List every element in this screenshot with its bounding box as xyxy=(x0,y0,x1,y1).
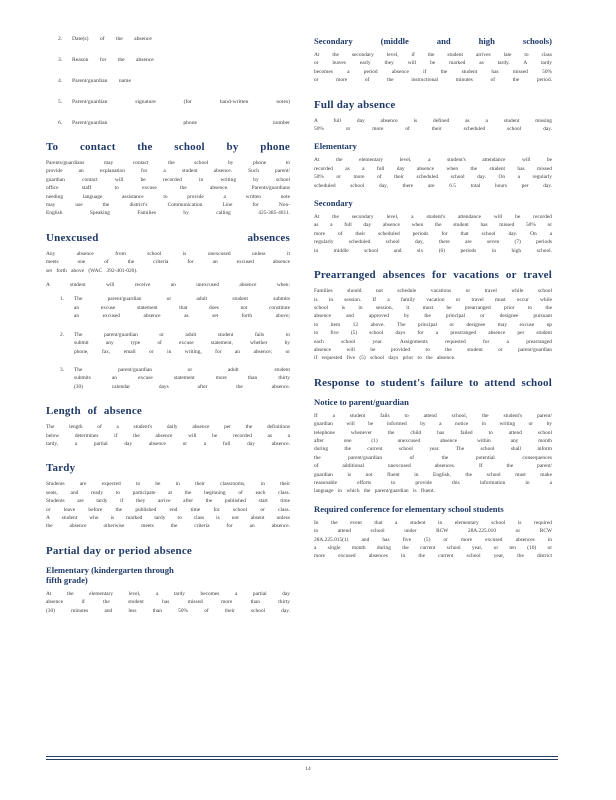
list-item xyxy=(46,57,290,64)
text-line: office staff to excuse the absence. Parents/guardians xyxy=(46,185,290,192)
list-item xyxy=(46,36,290,43)
subsection-heading: Secondary xyxy=(314,198,353,209)
list-text xyxy=(74,366,290,391)
subsection-heading: Elementary xyxy=(314,141,357,152)
text-line: if requested five (5) school days prior to the absence. xyxy=(314,355,456,362)
text-line: guardian contact will be recorded in writing by school xyxy=(46,176,290,183)
text-line: Any absence from school is unexcused unless it xyxy=(46,250,290,257)
text-line: 50% or more of their scheduled school day. On a regularly xyxy=(314,174,552,181)
text-line: to item 12 above. The principal or designee may excuse up xyxy=(314,321,552,328)
page-number: 14 xyxy=(305,766,311,772)
section-heading: To contact the school by phone xyxy=(46,141,290,153)
list-item xyxy=(46,120,290,127)
numbered-list xyxy=(46,36,290,127)
list-item xyxy=(60,295,290,320)
text-line: 50% or more of their scheduled school day. xyxy=(314,126,552,133)
paragraph xyxy=(314,213,552,255)
text-line: English Speaking Families by calling 425-385-4011. xyxy=(46,210,290,217)
paragraph xyxy=(314,287,552,363)
text-line: The parent/guardian or adult student submits xyxy=(74,296,290,303)
list-number: 2. xyxy=(58,36,63,42)
text-line: scheduled school day, there are 6.5 total hours per day. xyxy=(314,182,552,189)
list-number: 3. xyxy=(60,366,65,373)
text-line: during the current school year. The school shall inform xyxy=(314,446,552,453)
section-heading: Partial day or period absence xyxy=(46,544,192,557)
text-line: provide an explanation for a student absence. Such parent/ xyxy=(46,168,290,175)
text-line: submits an excuse statement more than thirty xyxy=(74,375,290,382)
list-text: Parent/guardian signature (for hand-written notes) xyxy=(72,99,290,105)
subsection-heading: Elementary (kindergarten through fifth grade) xyxy=(46,564,174,585)
section-heading: Unexcused absences xyxy=(46,231,290,244)
text-line: reasonable efforts to provide this information in a xyxy=(314,480,552,486)
text-line: Students are tardy if they arrive after the published start time xyxy=(46,498,290,505)
list-number: 5. xyxy=(58,99,63,105)
text-line: as a full day absence when the student has missed 50% or xyxy=(314,222,552,229)
text-line: In the event that a student in elementary school is required xyxy=(314,519,552,526)
text-line: a single month during the current school year, or ten (10) or xyxy=(314,545,552,552)
list-text xyxy=(74,331,290,356)
text-line: Students are expected to be in their classrooms, in their xyxy=(46,481,290,488)
text-line: phone, fax, email or in writing, for an absence; or xyxy=(74,348,290,355)
text-line: meets one of the criteria for an excused absence xyxy=(46,259,290,266)
text-line: seats, and ready to participate at the beginning of each class. xyxy=(46,489,290,496)
subsection-heading: Notice to parent/guardian xyxy=(314,396,409,407)
text-line: absence will be provided to the student or parent/guardian xyxy=(314,346,552,353)
text-line: (30) minutes and less than 50% of their school day. xyxy=(46,607,290,614)
text-line: below determines if the absence will be recorded as a xyxy=(46,432,290,439)
text-line: The length of a student's daily absence per the definitions xyxy=(46,424,290,431)
text-line: At the elementary level, a tardy becomes a partial day xyxy=(46,590,290,597)
text-line: telephone whenever the child has failed to attend school xyxy=(314,429,552,436)
text-line: (30) calendar days after the absence. xyxy=(74,383,290,390)
text-line: to attend school under RCW 28A.225.010 or RCW xyxy=(314,528,552,535)
text-line: absence and approved by the principal or designee pursuant xyxy=(314,313,552,320)
section-heading: Full day absence xyxy=(314,98,396,111)
text-line: after one (1) unexcused absence within any month xyxy=(314,437,552,444)
text-line: language in which the parent/guardian is fluent. xyxy=(314,488,435,495)
text-line: The parent/guardian or adult student xyxy=(74,366,290,373)
list-item xyxy=(60,366,290,391)
text-line: the parent/guardian of the potential consequences xyxy=(314,454,552,461)
section-heading: Response to student's failure to attend school xyxy=(314,376,552,389)
text-line: each school year. Assignments requested for a prearranged xyxy=(314,338,552,345)
paragraph xyxy=(314,117,552,134)
list-text: Date(s) of the absence xyxy=(72,36,152,42)
text-line: or leaves early they will be marked as tardy. A tardy xyxy=(314,60,552,67)
text-line: may use the district's Communication Line for Non- xyxy=(46,202,290,209)
text-line: guardian is not fluent in English, the school must make xyxy=(314,471,552,478)
footer-rule xyxy=(46,759,558,760)
text-line: or more of the instructional minutes of the period. xyxy=(314,77,552,84)
text-line: set forth above (WAC 392-401-020). xyxy=(46,267,138,274)
text-line: becomes a period absence if the student has missed 50% xyxy=(314,68,552,75)
list-text xyxy=(74,295,290,320)
text-line: in middle school and six (6) periods in high school. xyxy=(314,247,552,254)
paragraph xyxy=(46,590,290,615)
footer-rule xyxy=(46,756,558,757)
paragraph xyxy=(314,519,552,561)
right-column xyxy=(314,36,552,567)
list-text: Reason for the absence xyxy=(72,57,154,63)
list-text: Parent/guardian phone number xyxy=(72,120,290,126)
list-item xyxy=(60,331,290,356)
text-line: of additional unexcused absences. If the parent/ xyxy=(314,463,552,470)
left-column xyxy=(46,36,290,621)
text-line: school is in session, it must be prearranged prior to the xyxy=(314,304,552,311)
list-number: 1. xyxy=(60,296,65,303)
text-line: regularly scheduled school day, there are seven (7) periods xyxy=(314,239,552,246)
text-line: submit any type of excuse statement, whether by xyxy=(74,340,290,347)
text-line: recorded as a full day absence when the student has missed xyxy=(314,165,552,172)
paragraph xyxy=(314,412,552,496)
paragraph xyxy=(46,159,290,218)
text-line: At the secondary level, a student's attendance will be recorded xyxy=(314,214,552,221)
paragraph xyxy=(46,480,290,530)
text-line: or leave before the published end time for school or class. xyxy=(46,506,290,513)
list-number: 2. xyxy=(60,331,65,338)
list-text: Parent/guardian name xyxy=(72,78,131,84)
text-line: needing language assistance to provide a written note xyxy=(46,193,290,200)
section-heading: Length of absence xyxy=(46,405,142,418)
text-line: more of their scheduled periods for that school day. On a xyxy=(314,230,552,237)
paragraph xyxy=(314,156,552,190)
text-line: Families should not schedule vacations or travel while school xyxy=(314,288,552,295)
text-line: guardian will be informed by a notice in writing or by xyxy=(314,421,552,428)
list-item xyxy=(46,99,290,106)
paragraph: A student will receive an unexcused absence when: xyxy=(46,282,290,289)
paragraph xyxy=(46,250,290,275)
text-line: is in session. If a family vacation or travel must occur while xyxy=(314,296,552,303)
section-heading: Prearranged absences for vacations or travel xyxy=(314,269,552,282)
list-number: 4. xyxy=(58,78,63,84)
text-line: tardy, a partial day absence or a full day absence. xyxy=(46,440,290,447)
text-line: an excused absence as set forth above; xyxy=(74,313,290,320)
text-line: 28A.225.015(1) and has five (5) or more excused absences in xyxy=(314,536,552,543)
subsection-heading: Required conference for elementary school students xyxy=(314,503,504,514)
numbered-list xyxy=(46,295,290,391)
text-line: If a student fails to attend school, the student's parent/ xyxy=(314,412,552,419)
text-line: At the secondary level, if the student arrives late to class xyxy=(314,52,552,58)
text-line: A full day absence is defined as a student missing xyxy=(314,117,552,124)
text-line: more excused absences in the current school year, the district xyxy=(314,553,552,560)
text-line: to five (5) school days for a prearranged absence per student xyxy=(314,330,552,337)
text-line: the absence otherwise meets the criteria for an absence. xyxy=(46,523,290,530)
subsection-heading: Secondary (middle and high schools) xyxy=(314,36,552,46)
text-line: Parents/guardians may contact the school by phone to xyxy=(46,160,290,166)
text-line: absence if the student has missed more than thirty xyxy=(46,599,290,606)
paragraph xyxy=(314,51,552,85)
text-line: an excuse statement that does not constitute xyxy=(74,304,290,311)
text-line: At the elementary level, a student's attendance will be xyxy=(314,157,552,164)
section-heading: Tardy xyxy=(46,462,76,475)
list-number: 6. xyxy=(58,120,63,126)
list-item xyxy=(46,78,290,85)
paragraph xyxy=(46,423,290,448)
text-line: A student who is marked tardy to class is not absent unless xyxy=(46,514,290,521)
list-number: 3. xyxy=(58,57,63,63)
text-line: The parent/guardian or adult student fails to xyxy=(74,331,290,338)
